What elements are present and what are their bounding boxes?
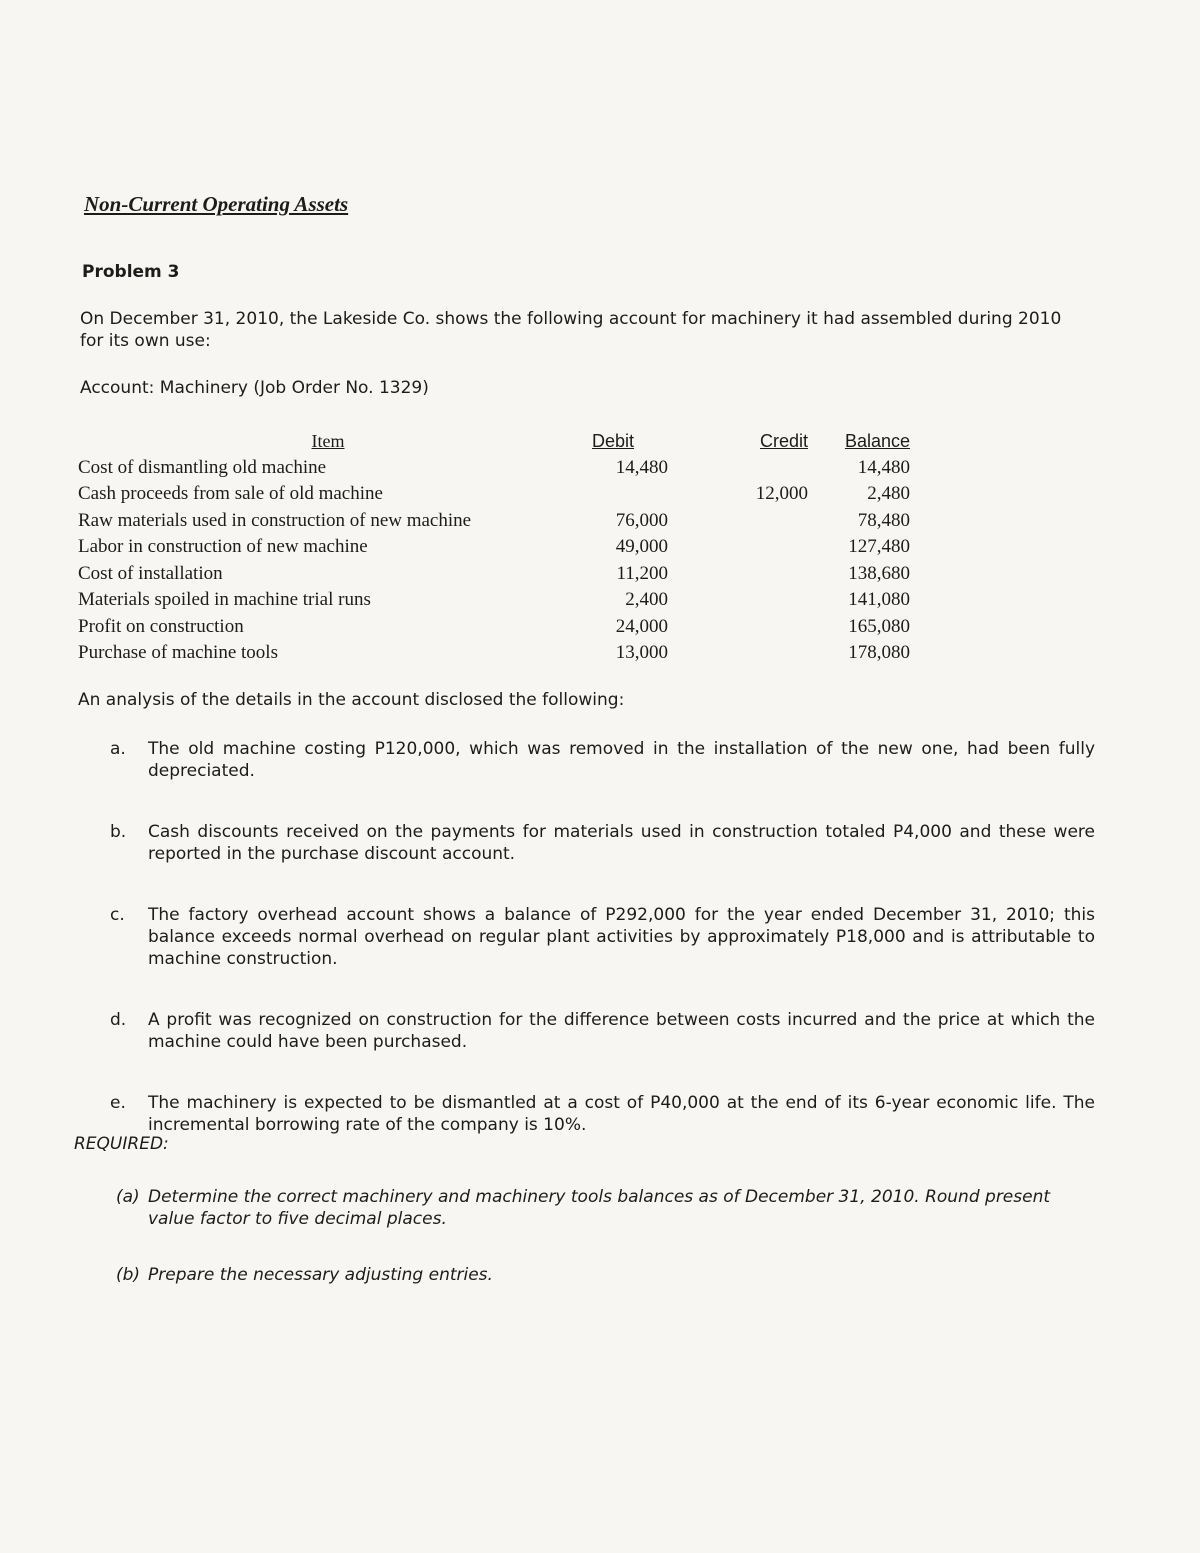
note-item <box>110 738 1095 782</box>
ledger-balance: 14,480 <box>857 456 910 478</box>
ledger-debit: 76,000 <box>615 509 668 531</box>
ledger-debit: 2,400 <box>625 589 668 610</box>
ledger-item: Cost of dismantling old machine <box>78 456 327 478</box>
ledger-credit <box>668 614 808 641</box>
requirement-item <box>116 1264 1094 1286</box>
ledger-item: Profit on construction <box>78 615 244 637</box>
ledger-credit: 12,000 <box>755 483 808 504</box>
note-item <box>110 904 1095 970</box>
ledger-rows <box>78 455 938 667</box>
ledger-table <box>78 428 938 667</box>
ledger-debit: 24,000 <box>615 615 668 637</box>
intro-paragraph: On December 31, 2010, the Lakeside Co. shows the following account for machinery it had assembled during 2010 for its own use: <box>80 309 1062 351</box>
ledger-header-row <box>78 428 938 455</box>
header-item: Item <box>311 431 345 451</box>
ledger-credit <box>668 640 808 667</box>
ledger-balance: 2,480 <box>867 483 910 504</box>
section-title: Non-Current Operating Assets <box>84 192 349 216</box>
ledger-credit <box>668 561 808 588</box>
ledger-balance: 138,680 <box>848 562 910 584</box>
ledger-balance: 127,480 <box>848 536 910 557</box>
ledger-item: Raw materials used in construction of new machine <box>78 509 472 531</box>
problem-title: Problem 3 <box>82 262 180 282</box>
ledger-row <box>78 640 938 667</box>
note-text: The factory overhead account shows a balance of P292,000 for the year ended December 31, 2010; this balance exceeds normal overhead on regular plant activities by approximately P18,000 and is attributable to machine construction. <box>148 905 1095 969</box>
note-text: The old machine costing P120,000, which was removed in the installation of the new one, had been fully depreciated. <box>148 739 1095 781</box>
required-label: REQUIRED: <box>74 1134 169 1154</box>
ledger-debit <box>578 481 668 508</box>
note-item <box>110 821 1095 865</box>
note-item <box>110 1009 1095 1053</box>
note-text: The machinery is expected to be dismantled at a cost of P40,000 at the end of its 6-year economic life. The incremental borrowing rate of the company is 10%. <box>148 1093 1095 1135</box>
requirement-item <box>116 1186 1094 1230</box>
ledger-debit: 49,000 <box>615 536 668 557</box>
ledger-row <box>78 614 938 641</box>
requirement-text: Prepare the necessary adjusting entries. <box>148 1265 493 1285</box>
ledger-item: Labor in construction of new machine <box>78 536 368 557</box>
note-mark: b. <box>110 822 127 842</box>
account-line: Account: Machinery (Job Order No. 1329) <box>80 378 429 398</box>
ledger-credit <box>668 455 808 482</box>
requirement-mark: (a) <box>116 1187 140 1207</box>
ledger-row <box>78 587 938 614</box>
ledger-balance: 141,080 <box>848 589 910 610</box>
header-credit: Credit <box>759 431 808 451</box>
analysis-intro: An analysis of the details in the account disclosed the following: <box>78 690 625 710</box>
header-debit: Debit <box>592 431 635 451</box>
ledger-balance: 178,080 <box>848 642 910 663</box>
ledger-credit <box>668 534 808 561</box>
note-mark: a. <box>110 739 126 759</box>
requirement-mark: (b) <box>116 1265 141 1285</box>
ledger-row <box>78 534 938 561</box>
ledger-row <box>78 508 938 535</box>
header-balance: Balance <box>844 431 910 451</box>
requirement-text: Determine the correct machinery and machinery tools balances as of December 31, 2010. Round present value factor to five decimal places. <box>148 1187 1051 1229</box>
ledger-row <box>78 455 938 482</box>
analysis-notes <box>110 738 1095 1175</box>
note-text: A profit was recognized on construction for the difference between costs incurred and the price at which the machine could have been purchased. <box>148 1010 1095 1052</box>
note-mark: e. <box>110 1093 126 1113</box>
ledger-debit: 13,000 <box>615 642 668 663</box>
note-item <box>110 1092 1095 1136</box>
ledger-item: Materials spoiled in machine trial runs <box>78 589 371 610</box>
requirements-list <box>116 1186 1094 1320</box>
ledger-item: Purchase of machine tools <box>78 642 278 663</box>
ledger-balance: 165,080 <box>848 615 910 637</box>
ledger-row <box>78 481 938 508</box>
ledger-item: Cash proceeds from sale of old machine <box>78 483 383 504</box>
ledger-credit <box>668 587 808 614</box>
ledger-debit: 11,200 <box>616 562 668 584</box>
note-mark: c. <box>110 905 125 925</box>
ledger-row <box>78 561 938 588</box>
ledger-balance: 78,480 <box>857 509 910 531</box>
note-mark: d. <box>110 1010 127 1030</box>
ledger-credit <box>668 508 808 535</box>
note-text: Cash discounts received on the payments for materials used in construction totaled P4,000 and these were reported in the purchase discount account. <box>148 822 1095 864</box>
ledger-item: Cost of installation <box>78 562 223 584</box>
ledger-debit: 14,480 <box>615 456 668 478</box>
